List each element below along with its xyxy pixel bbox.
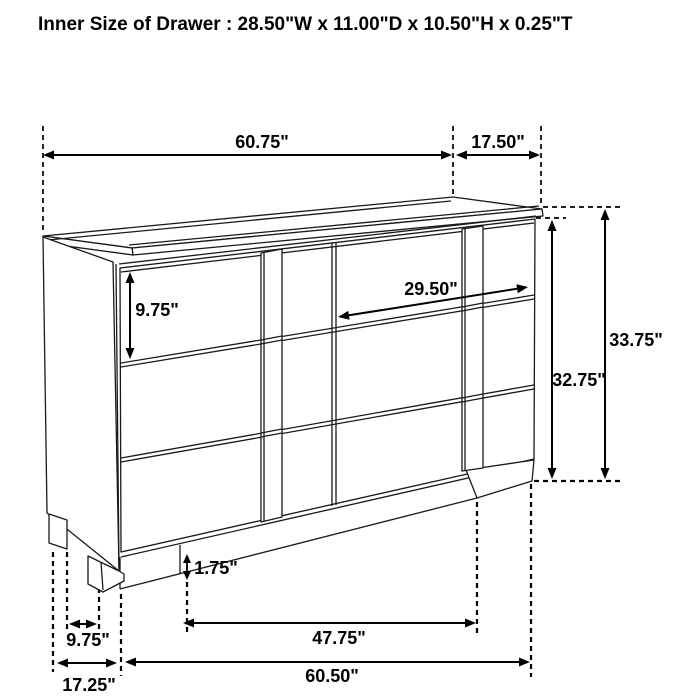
arrow-head-right — [465, 619, 476, 628]
arrow-head-down — [548, 468, 557, 479]
dim-case-height — [548, 220, 606, 479]
dim-top-depth-label: 17.50" — [471, 132, 525, 152]
dim-base-front-width — [183, 619, 476, 649]
dim-front-width-label: 60.50" — [305, 666, 359, 686]
arrow-head-up — [601, 209, 610, 220]
back-left-foot — [49, 514, 67, 549]
furniture-drawing — [43, 197, 543, 592]
arrow-head-right — [106, 659, 117, 668]
arrow-head-left — [43, 151, 54, 160]
dim-base-front-width-label: 47.75" — [312, 628, 366, 648]
arrow-head-down — [601, 468, 610, 479]
dim-foot-spacing-depth-label: 9.75" — [66, 630, 110, 650]
dim-plinth-height — [183, 554, 238, 580]
dim-drawer-front-height-label: 9.75" — [135, 300, 179, 320]
dim-top-depth — [456, 132, 540, 160]
arrow-head-left — [69, 620, 80, 629]
arrow-head-left — [456, 151, 467, 160]
arrow-head-down — [183, 571, 191, 580]
dim-overall-height — [601, 209, 663, 479]
arrow-head-right — [441, 151, 452, 160]
dim-side-depth — [57, 659, 117, 696]
dim-front-width — [125, 658, 530, 687]
diagram-title: Inner Size of Drawer : 28.50"W x 11.00"D x 10.50"H x 0.25"T — [38, 14, 573, 35]
arrow-head-right — [529, 151, 540, 160]
dim-case-height-label: 32.75" — [552, 370, 606, 390]
left-divider-bar — [261, 249, 282, 522]
arrow-head-right — [86, 620, 97, 629]
dim-top-width-label: 60.75" — [235, 132, 289, 152]
dim-top-width — [43, 132, 452, 160]
arrow-head-up — [548, 220, 557, 231]
arrow-head-left — [183, 619, 194, 628]
dim-plinth-height-label: 1.75" — [194, 558, 238, 578]
dim-overall-height-label: 33.75" — [609, 330, 663, 350]
arrow-head-left — [57, 659, 68, 668]
dim-side-depth-label: 17.25" — [62, 675, 116, 695]
right-divider-bar — [462, 226, 483, 471]
arrow-head-up — [183, 554, 191, 563]
dim-drawer-width-label: 29.50" — [404, 279, 458, 299]
dim-foot-spacing-depth — [66, 620, 110, 651]
arrow-head-right — [519, 658, 530, 667]
arrow-head-left — [125, 658, 136, 667]
